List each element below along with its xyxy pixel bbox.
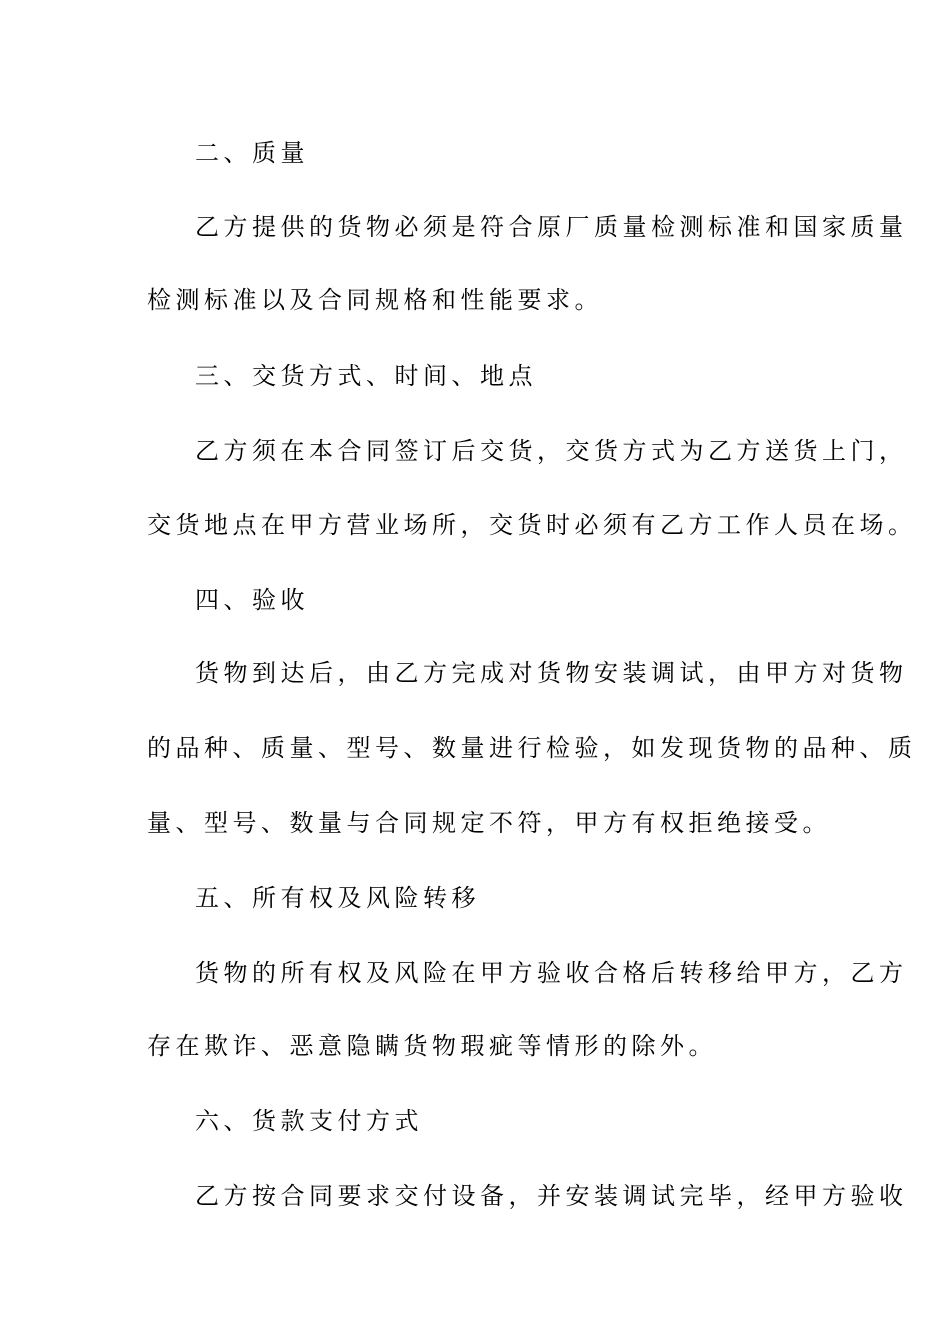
paragraph-line: 量、型号、数量与合同规定不符，甲方有权拒绝接受。: [147, 809, 831, 837]
section-heading-quality: 二、质量: [195, 139, 309, 167]
section-heading-payment: 六、货款支付方式: [195, 1107, 423, 1135]
paragraph-line: 的品种、质量、型号、数量进行检验，如发现货物的品种、质: [147, 734, 917, 762]
paragraph-line: 货物的所有权及风险在甲方验收合格后转移给甲方，乙方: [195, 959, 908, 987]
paragraph-line: 乙方须在本合同签订后交货，交货方式为乙方送货上门，: [195, 437, 908, 465]
paragraph-line: 乙方提供的货物必须是符合原厂质量检测标准和国家质量: [195, 213, 908, 241]
section-heading-ownership: 五、所有权及风险转移: [195, 884, 480, 912]
paragraph-line: 乙方按合同要求交付设备，并安装调试完毕，经甲方验收: [195, 1182, 908, 1210]
paragraph-line: 存在欺诈、恶意隐瞒货物瑕疵等情形的除外。: [147, 1032, 717, 1060]
paragraph-line: 检测标准以及合同规格和性能要求。: [147, 286, 603, 314]
section-heading-acceptance: 四、验收: [195, 586, 309, 614]
paragraph-line: 交货地点在甲方营业场所，交货时必须有乙方工作人员在场。: [147, 511, 917, 539]
section-heading-delivery: 三、交货方式、时间、地点: [195, 362, 537, 390]
paragraph-line: 货物到达后，由乙方完成对货物安装调试，由甲方对货物: [195, 659, 908, 687]
